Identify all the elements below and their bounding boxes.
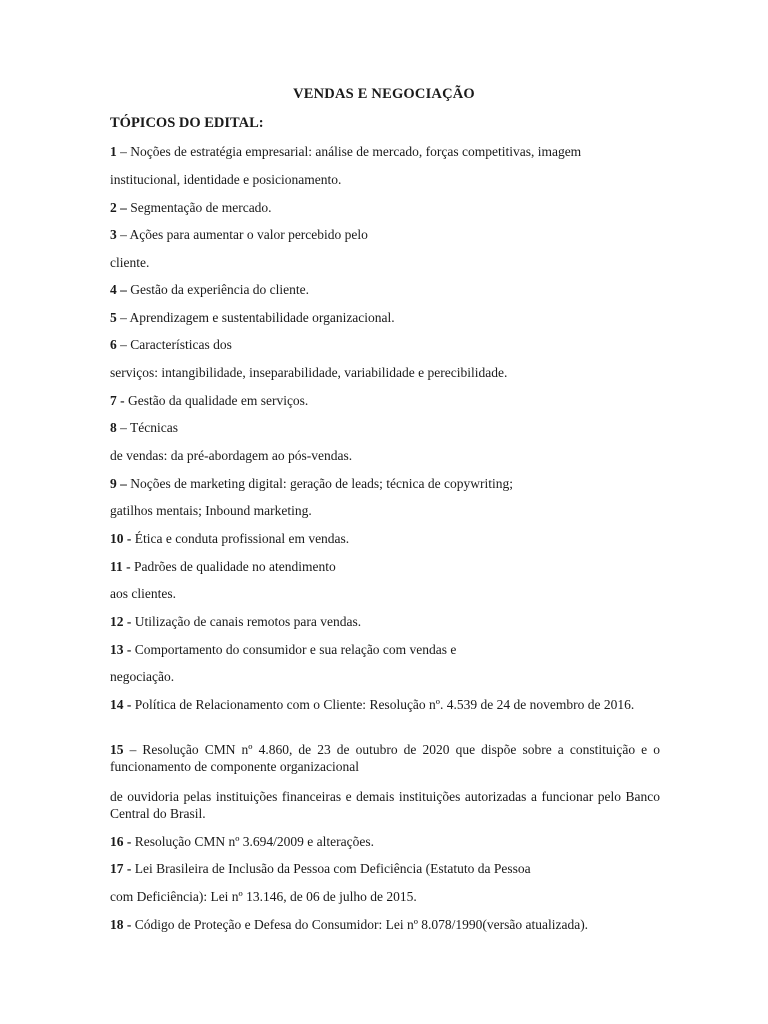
topic-9-continuation: gatilhos mentais; Inbound marketing. bbox=[110, 503, 312, 518]
topic-17 bbox=[110, 860, 660, 877]
topic-6: 6 – Características dos bbox=[110, 337, 232, 352]
topic-7 bbox=[110, 392, 660, 409]
topic-3-continuation: cliente. bbox=[110, 255, 150, 270]
topic-text: Gestão da qualidade em serviços. bbox=[128, 393, 309, 408]
topic-number: 2 – bbox=[110, 200, 127, 215]
topic-17-continuation: com Deficiência): Lei nº 13.146, de 06 de julho de 2015. bbox=[110, 889, 417, 904]
topic-number: 15 bbox=[110, 742, 124, 757]
topic-number: 8 bbox=[110, 420, 117, 435]
topic-text: Técnicas bbox=[130, 420, 178, 435]
topic-text: Noções de marketing digital: geração de leads; técnica de copywriting; bbox=[130, 476, 513, 491]
topic-number: 12 - bbox=[110, 614, 132, 629]
topic-text: Gestão da experiência do cliente. bbox=[130, 282, 310, 297]
topic-11 bbox=[110, 558, 660, 575]
topic-5: 5 – Aprendizagem e sustentabilidade organizacional. bbox=[110, 310, 395, 325]
topic-text: Código de Proteção e Defesa do Consumidor: Lei nº 8.078/1990(versão atualizada). bbox=[134, 917, 589, 932]
topic-text: Segmentação de mercado. bbox=[130, 200, 272, 215]
topic-16 bbox=[110, 833, 660, 850]
topic-6-continuation: serviços: intangibilidade, inseparabilidade, variabilidade e perecibilidade. bbox=[110, 365, 508, 380]
topic-4 bbox=[110, 281, 660, 298]
topic-18 bbox=[110, 916, 660, 933]
topic-8: 8 – Técnicas bbox=[110, 420, 178, 435]
topic-text: Padrões de qualidade no atendimento bbox=[134, 559, 336, 574]
topic-text: Resolução CMN nº 3.694/2009 e alterações. bbox=[134, 834, 375, 849]
topic-text: Utilização de canais remotos para vendas. bbox=[134, 614, 362, 629]
topic-13 bbox=[110, 641, 660, 658]
topic-number: 18 - bbox=[110, 917, 132, 932]
topic-number: 16 - bbox=[110, 834, 132, 849]
topic-14 bbox=[110, 696, 660, 713]
topic-number: 7 - bbox=[110, 393, 125, 408]
topic-1: 1 – Noções de estratégia empresarial: análise de mercado, forças competitivas, imagem bbox=[110, 144, 582, 159]
topic-10 bbox=[110, 530, 660, 547]
topic-text: Noções de estratégia empresarial: análise de mercado, forças competitivas, imagem bbox=[130, 144, 582, 159]
topic-2 bbox=[110, 199, 660, 216]
topic-13-continuation: negociação. bbox=[110, 669, 175, 684]
topic-text: Ética e conduta profissional em vendas. bbox=[134, 531, 350, 546]
topic-text: Política de Relacionamento com o Cliente: Resolução nº. 4.539 de 24 de novembro de 2016. bbox=[134, 697, 635, 712]
topic-1-continuation: institucional, identidade e posicionamento. bbox=[110, 172, 342, 187]
topic-number: 6 bbox=[110, 337, 117, 352]
topic-number: 5 bbox=[110, 310, 117, 325]
document-title: VENDAS E NEGOCIAÇÃO bbox=[293, 86, 475, 102]
topic-number: 10 - bbox=[110, 531, 132, 546]
topic-number: 1 bbox=[110, 144, 117, 159]
topic-12 bbox=[110, 613, 660, 630]
topic-11-continuation: aos clientes. bbox=[110, 586, 176, 601]
topic-number: 9 – bbox=[110, 476, 127, 491]
topic-text: Aprendizagem e sustentabilidade organizacional. bbox=[129, 310, 395, 325]
topic-number: 4 – bbox=[110, 282, 127, 297]
topic-number: 3 bbox=[110, 227, 117, 242]
topic-15-continuation: de ouvidoria pelas instituições financeiras e demais instituições autorizadas a funcionar pelo Banco Central do Brasil. bbox=[110, 789, 660, 821]
topic-number: 13 - bbox=[110, 642, 132, 657]
topic-text: Ações para aumentar o valor percebido pelo bbox=[129, 227, 368, 242]
topic-text: Resolução CMN nº 4.860, de 23 de outubro de 2020 que dispõe sobre a constituição e o funcionamento de componente organizacional bbox=[110, 742, 660, 774]
topic-number: 11 - bbox=[110, 559, 131, 574]
topic-text: Características dos bbox=[130, 337, 232, 352]
topic-9 bbox=[110, 475, 660, 492]
topic-8-continuation: de vendas: da pré-abordagem ao pós-vendas. bbox=[110, 448, 353, 463]
section-heading: TÓPICOS DO EDITAL: bbox=[110, 115, 264, 131]
topic-3: 3 – Ações para aumentar o valor percebido pelo bbox=[110, 227, 368, 242]
topic-number: 14 - bbox=[110, 697, 132, 712]
topic-text: Comportamento do consumidor e sua relação com vendas e bbox=[134, 642, 457, 657]
topic-number: 17 - bbox=[110, 861, 132, 876]
topic-text: Lei Brasileira de Inclusão da Pessoa com Deficiência (Estatuto da Pessoa bbox=[134, 861, 531, 876]
topic-15: 15 – Resolução CMN nº 4.860, de 23 de outubro de 2020 que dispõe sobre a constituição e o funcionamento de componente organizacional bbox=[110, 742, 660, 774]
